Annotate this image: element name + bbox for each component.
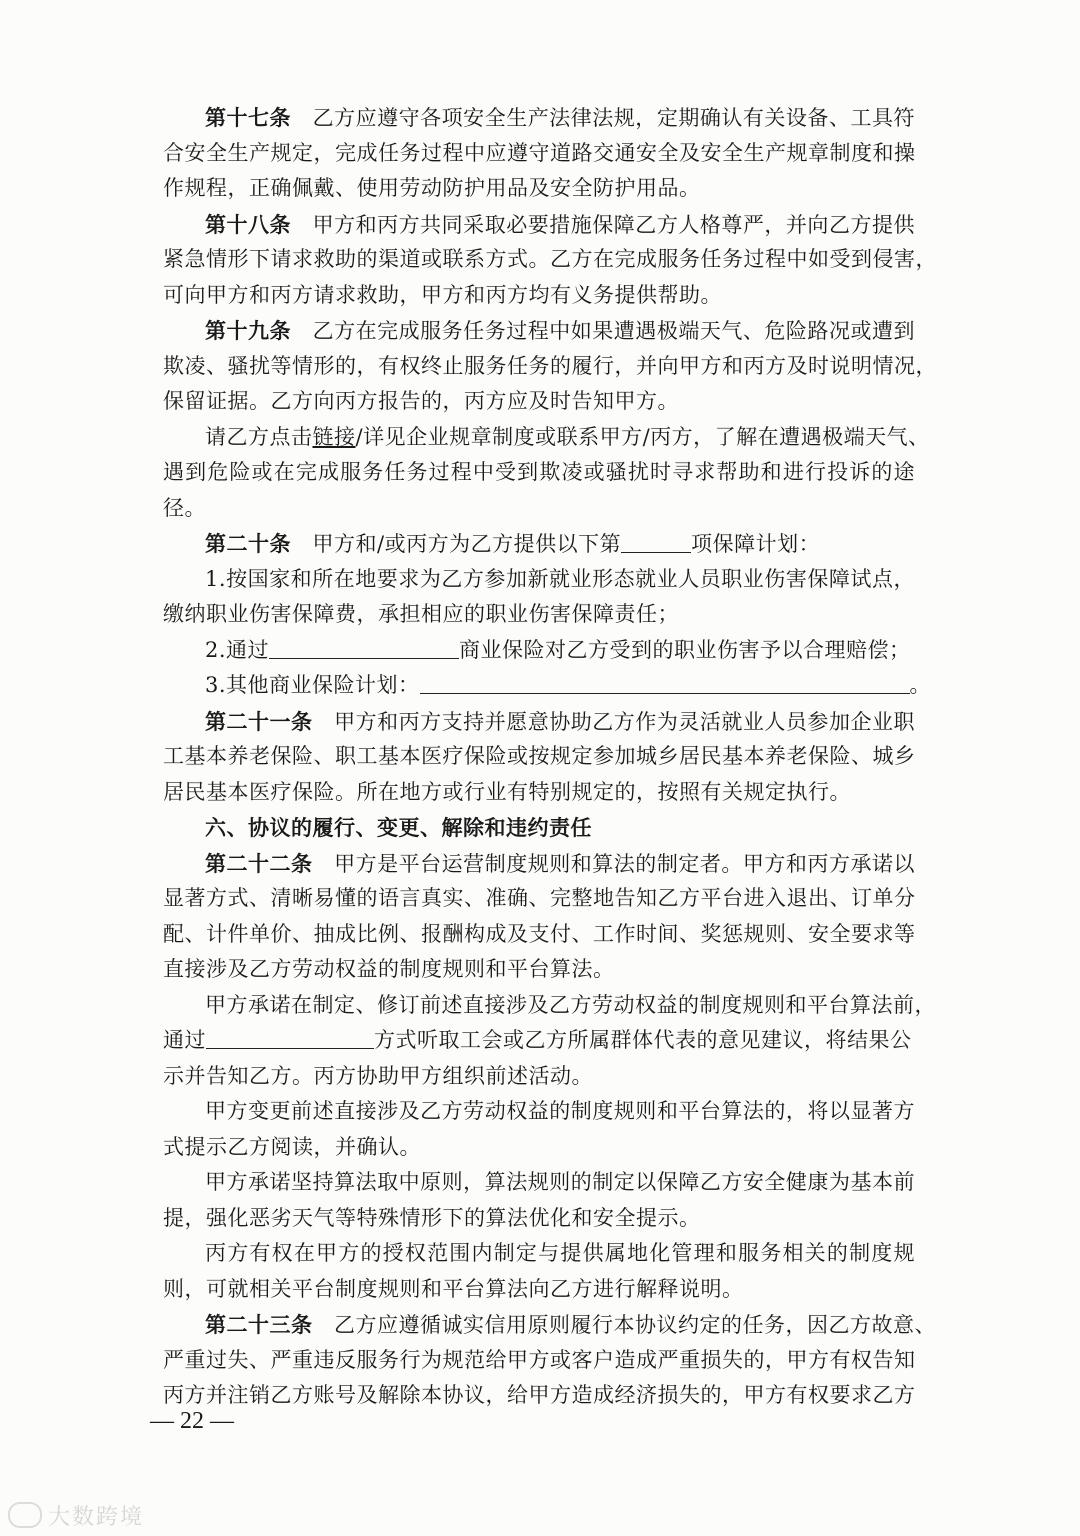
art19-line-3: 保留证据。乙方向丙方报告的，丙方应及时告知甲方。 (163, 389, 679, 413)
article-label: 第二十三条 (205, 1312, 313, 1337)
partyc-line-1: 丙方有权在甲方的授权范围内制定与提供属地化管理和服务相关的制度规 (205, 1241, 915, 1265)
algorithm-line-1: 甲方承诺坚持算法取中原则，算法规则的制定以保障乙方安全健康为基本前 (205, 1170, 915, 1194)
item2-text-a: 2.通过 (205, 637, 270, 662)
section-heading: 六、协议的履行、变更、解除和违约责任 (205, 815, 592, 840)
help-paragraph-line-2: 遇到危险或在完成服务任务过程中受到欺凌或骚扰时寻求帮助和进行投诉的途 (163, 460, 915, 484)
art23-line-3: 丙方并注销乙方账号及解除本协议，给甲方造成经济损失的，甲方有权要求乙方 (163, 1383, 916, 1407)
help-paragraph-line-1 (163, 420, 930, 456)
art22-line-2: 显著方式、清晰易懂的语言真实、准确、完整地告知乙方平台进入退出、订单分 (163, 886, 916, 910)
consult-text-b: 方式听取工会或乙方所属群体代表的意见建议，将结果公 (374, 1028, 912, 1052)
item2-line (163, 633, 915, 669)
help-suffix: /详见企业规章制度或联系甲方/丙方，了解在遭遇极端天气、 (355, 424, 930, 449)
article-label: 第二十条 (205, 531, 291, 556)
article-label: 第十八条 (205, 211, 292, 237)
art18-line-1: 第十八条 甲方和丙方共同采取必要措施保障乙方人格尊严，并向乙方提供 (205, 211, 915, 237)
item3-blank[interactable] (420, 671, 910, 694)
article-label: 第二十二条 (205, 850, 313, 876)
page-number: — 22 — (150, 1408, 234, 1434)
watermark-text: 大数跨境 (48, 1505, 145, 1530)
item3-line (163, 668, 932, 704)
art20-text-a: 第二十条 甲方和/或丙方为乙方提供以下第 (205, 531, 622, 556)
art22-line-4: 直接涉及乙方劳动权益的制度规则和平台算法。 (163, 957, 615, 981)
article-label: 第十七条 (205, 105, 292, 130)
consult-blank[interactable] (206, 1026, 374, 1049)
help-link[interactable]: 链接 (312, 424, 356, 449)
partyc-line-2: 则，可就相关平台制度规则和平台算法向乙方进行解释说明。 (163, 1276, 744, 1301)
art20-blank[interactable] (621, 530, 691, 553)
art17-line-2: 合安全生产规定，完成任务过程中应遵守道路交通安全及安全生产规章制度和操 (163, 140, 916, 165)
article-label: 第十九条 (205, 318, 292, 343)
art22-line-3: 配、计件单价、抽成比例、报酬构成及支付、工作时间、奖惩规则、安全要求等 (163, 921, 916, 946)
algorithm-line-2: 提，强化恶劣天气等特殊情形下的算法优化和安全提示。 (163, 1205, 701, 1230)
item1-line-2: 缴纳职业伤害保障费，承担相应的职业伤害保障责任； (163, 602, 679, 626)
art18-line-2: 紧急情形下请求救助的渠道或联系方式。乙方在完成服务任务过程中如受到侵害， (163, 247, 937, 271)
art19-line-1: 第十九条 乙方在完成服务任务过程中如果遭遇极端天气、危险路况或遭到 (205, 318, 915, 343)
art23-line-2: 严重过失、严重违反服务行为规范给甲方或客户造成严重损失的，甲方有权告知 (163, 1347, 916, 1372)
help-paragraph-line-3: 径。 (163, 495, 206, 520)
item3-text-a: 3.其他商业保险计划： (205, 673, 420, 697)
watermark-logo-icon (8, 1502, 42, 1528)
item2-text-b: 商业保险对乙方受到的职业伤害予以合理赔偿； (459, 637, 911, 662)
art20-line (163, 526, 915, 562)
art17-line-3: 作规程，正确佩戴、使用劳动防护用品及安全防护用品。 (163, 176, 701, 200)
art22-line-1: 第二十二条 甲方是平台运营制度规则和算法的制定者。甲方和丙方承诺以 (205, 850, 915, 876)
consult-line-1: 甲方承诺在制定、修订前述直接涉及乙方劳动权益的制度规则和平台算法前， (205, 992, 936, 1017)
art23-line-1: 第二十三条 乙方应遵循诚实信用原则履行本协议约定的任务，因乙方故意、 (205, 1312, 936, 1337)
art21-line-3: 居民基本医疗保险。所在地方或行业有特别规定的，按照有关规定执行。 (163, 779, 851, 804)
consult-line-2 (163, 1023, 915, 1059)
item2-blank[interactable] (269, 636, 459, 659)
change-line-2: 式提示乙方阅读，并确认。 (163, 1134, 421, 1159)
art20-text-b: 项保障计划： (691, 532, 821, 556)
watermark (8, 1500, 144, 1531)
change-line-1: 甲方变更前述直接涉及乙方劳动权益的制度规则和平台算法的，将以显著方 (205, 1099, 915, 1123)
consult-line-3: 示并告知乙方。丙方协助甲方组织前述活动。 (163, 1063, 593, 1088)
help-prefix: 请乙方点击 (205, 424, 313, 449)
art21-line-2: 工基本养老保险、职工基本医疗保险或按规定参加城乡居民基本养老保险、城乡 (163, 744, 916, 768)
article-label: 第二十一条 (205, 708, 313, 734)
art21-line-1: 第二十一条 甲方和丙方支持并愿意协助乙方作为灵活就业人员参加企业职 (205, 708, 915, 734)
art18-line-3: 可向甲方和丙方请求救助，甲方和丙方均有义务提供帮助。 (163, 282, 722, 307)
item3-text-b: 。 (909, 673, 932, 697)
art19-line-2: 欺凌、骚扰等情形的，有权终止服务任务的履行，并向甲方和丙方及时说明情况， (163, 353, 937, 378)
item1-line-1: 1.按国家和所在地要求为乙方参加新就业形态就业人员职业伤害保障试点， (205, 566, 915, 591)
art17-line-1: 第十七条 乙方应遵守各项安全生产法律法规，定期确认有关设备、工具符 (205, 105, 915, 130)
consult-text-a: 通过 (163, 1028, 206, 1052)
document-body (163, 100, 937, 1414)
